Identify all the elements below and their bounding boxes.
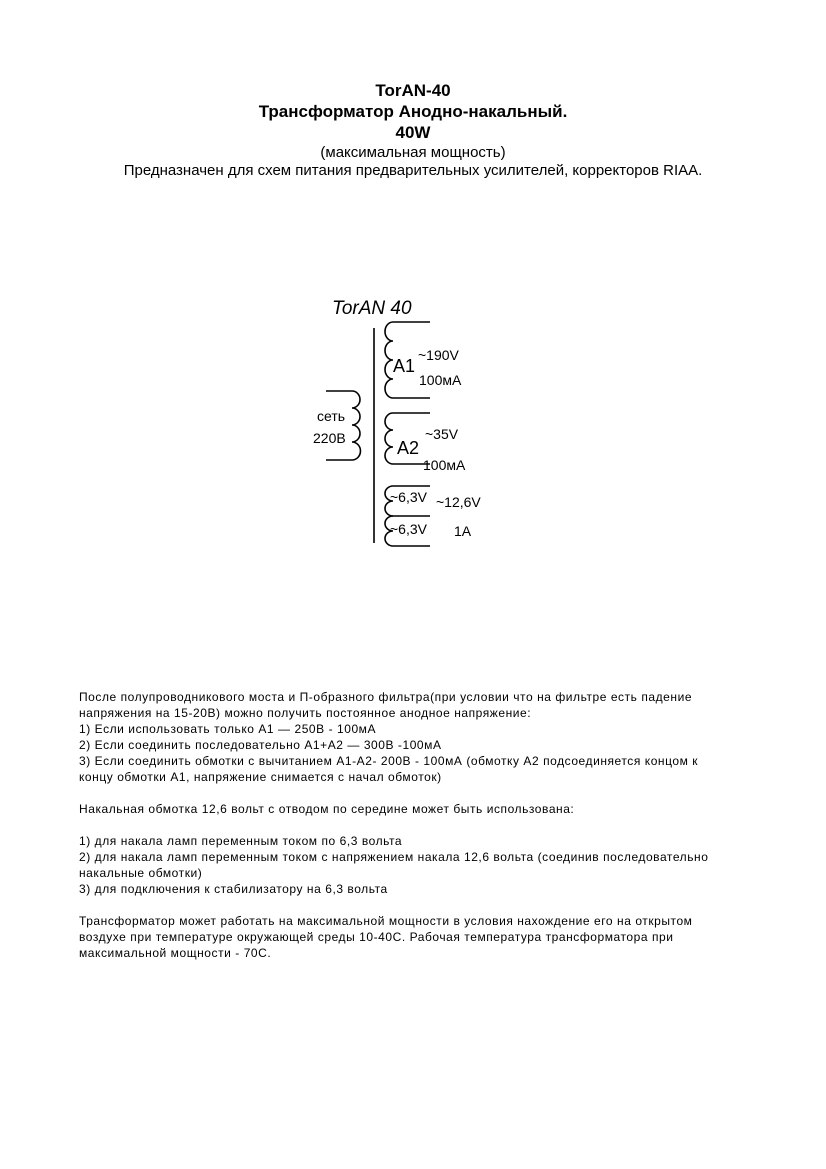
- purpose-line: Предназначен для схем питания предварительных усилителей, корректоров RIAA.: [123, 162, 703, 179]
- body-text: [79, 689, 759, 961]
- text-line: концу обмотки А1, напряжение снимается с начал обмоток): [79, 770, 442, 784]
- text-line: Трансформатор может работать на максимальной мощности в условия нахождение его на открытом: [79, 914, 693, 928]
- document-subtitle: Трансформатор Анодно-накальный.: [258, 102, 568, 121]
- heater-top-voltage: ~6,3V: [390, 489, 427, 505]
- power-rating: 40W: [395, 123, 431, 142]
- primary-voltage: 220В: [313, 430, 346, 446]
- text-line: напряжения на 15-20В) можно получить постоянное анодное напряжение:: [79, 706, 532, 720]
- list-item: 3) Если соединить обмотки с вычитанием А1-А2- 200В - 100мА (обмотку А2 подсоединяется концом к: [79, 754, 699, 768]
- a1-label: A1: [393, 356, 416, 376]
- list-item: 2) для накала ламп переменным током с напряжением накала 12,6 вольта (соединив последовательно: [79, 850, 709, 864]
- document-title: TorAN-40: [375, 81, 451, 100]
- a2-current: 100мА: [423, 457, 466, 473]
- list-item: 3) для подключения к стабилизатору на 6,3 вольта: [79, 882, 388, 896]
- a2-voltage: ~35V: [425, 426, 459, 442]
- text-line: накальные обмотки): [79, 866, 203, 880]
- list-item: 1) Если использовать только А1 — 250В - 100мА: [79, 722, 377, 736]
- schematic-svg: [300, 290, 520, 555]
- a2-label: A2: [397, 438, 420, 458]
- text-line: максимальной мощности - 70С.: [79, 946, 272, 960]
- heater-bottom-voltage: ~6,3V: [390, 521, 427, 537]
- schematic-name: TorAN 40: [332, 298, 412, 319]
- heater-total-voltage: ~12,6V: [436, 494, 481, 510]
- list-item: 1) для накала ламп переменным током по 6,3 вольта: [79, 834, 403, 848]
- primary-winding: [326, 391, 360, 460]
- text-line: Накальная обмотка 12,6 вольт с отводом по середине может быть использована:: [79, 802, 575, 816]
- transformer-schematic: [300, 290, 520, 555]
- list-item: 2) Если соединить последовательно А1+А2 — 300В -100мА: [79, 738, 442, 752]
- document-header: [0, 80, 826, 180]
- a1-current: 100мА: [419, 372, 462, 388]
- power-note: (максимальная мощность): [320, 144, 506, 161]
- heater-current: 1A: [454, 523, 472, 539]
- text-line: После полупроводникового моста и П-образного фильтра(при условии что на фильтре есть падение: [79, 690, 693, 704]
- text-line: воздухе при температуре окружающей среды 10-40С. Рабочая температура трансформатора при: [79, 930, 674, 944]
- primary-label: сеть: [317, 408, 346, 424]
- a1-voltage: ~190V: [418, 347, 459, 363]
